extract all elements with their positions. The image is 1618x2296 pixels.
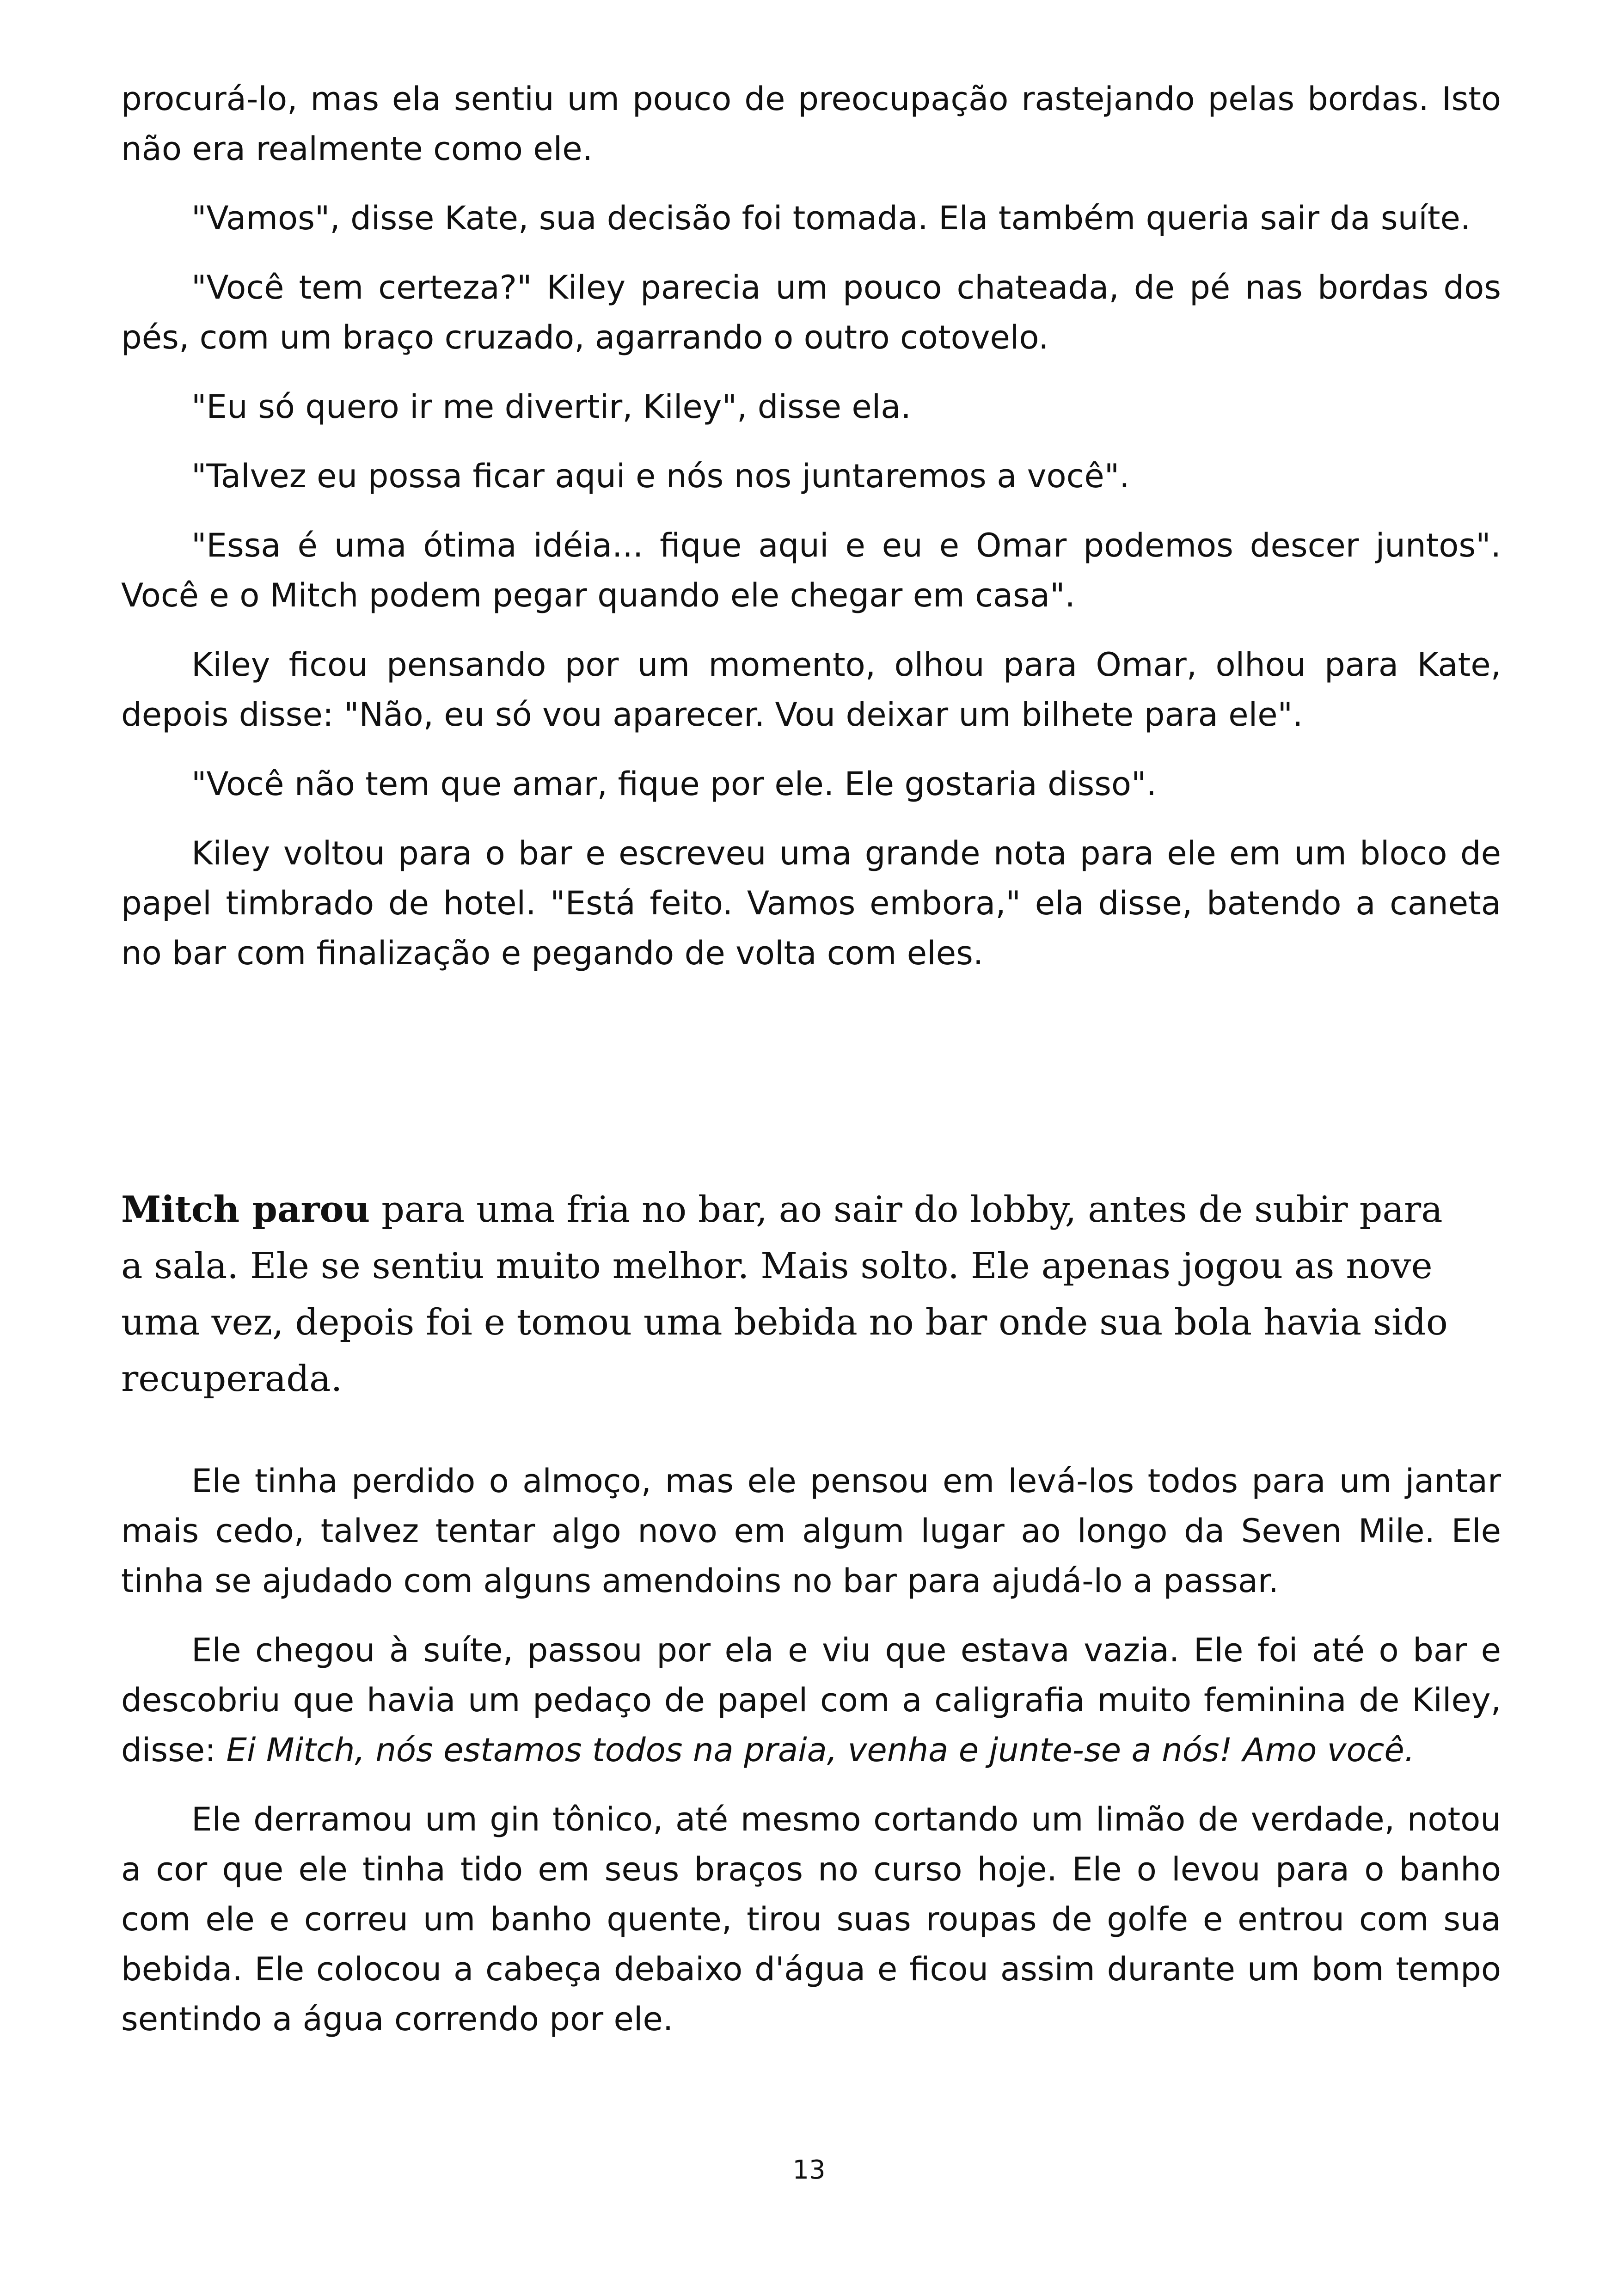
paragraph: Kiley voltou para o bar e escreveu uma grande nota para ele em um bloco de papel timbrado de hotel. "Está feito. Vamos embora," ela disse, batendo a caneta no bar com finalização e pegando de volta com eles. [121,834,1501,972]
section-opening-paragraph [121,1182,1453,1407]
paragraph: "Você não tem que amar, fique por ele. Ele gostaria disso". [191,765,1157,803]
note-quote: Ei Mitch, nós estamos todos na praia, venha e junte-se a nós! Amo você. [226,1731,1415,1769]
paragraph: "Essa é uma ótima idéia... fique aqui e eu e Omar podemos descer juntos". Você e o Mitch podem pegar quando ele chegar em casa". [121,527,1501,614]
page-number: 13 [792,2155,826,2185]
text-block-top [121,74,1501,978]
paragraph: Kiley ficou pensando por um momento, olhou para Omar, olhou para Kate, depois disse: "Não, eu só vou aparecer. Vou deixar um bilhete para ele". [121,646,1501,734]
paragraph: "Talvez eu possa ficar aqui e nós nos juntaremos a você". [191,457,1130,495]
section-opening-text: para uma fria no bar, ao sair do lobby, antes de subir para a sala. Ele se sentiu muito melhor. Mais solto. Ele apenas jogou as nove uma vez, depois foi e tomou uma bebida no bar onde sua bola havia sido recuperada. [121,1189,1448,1400]
text-block-bottom [121,1456,1501,2044]
paragraph: "Vamos", disse Kate, sua decisão foi tomada. Ela também queria sair da suíte. [191,199,1471,237]
section-lead-in: Mitch parou [121,1188,370,1231]
paragraph: procurá-lo, mas ela sentiu um pouco de preocupação rastejando pelas bordas. Isto não era realmente como ele. [121,80,1501,168]
paragraph-text: Ele chegou à suíte, passou por ela e viu que estava vazia. Ele foi até o bar e descobriu que havia um pedaço de papel com a caligrafia muito feminina de Kiley, disse: [121,1631,1501,1769]
paragraph: "Você tem certeza?" Kiley parecia um pouco chateada, de pé nas bordas dos pés, com um braço cruzado, agarrando o outro cotovelo. [121,269,1501,356]
paragraph: Ele tinha perdido o almoço, mas ele pensou em levá-los todos para um jantar mais cedo, talvez tentar algo novo em algum lugar ao longo da Seven Mile. Ele tinha se ajudado com alguns amendoins no bar para ajudá-lo a passar. [121,1462,1501,1600]
paragraph [121,1625,1501,1775]
paragraph: Ele derramou um gin tônico, até mesmo cortando um limão de verdade, notou a cor que ele tinha tido em seus braços no curso hoje. Ele o levou para o banho com ele e correu um banho quente, tirou suas roupas de golfe e entrou com sua bebida. Ele colocou a cabeça debaixo d'água e ficou assim durante um bom tempo sentindo a água correndo por ele. [121,1800,1501,2038]
paragraph: "Eu só quero ir me divertir, Kiley", disse ela. [191,388,911,426]
